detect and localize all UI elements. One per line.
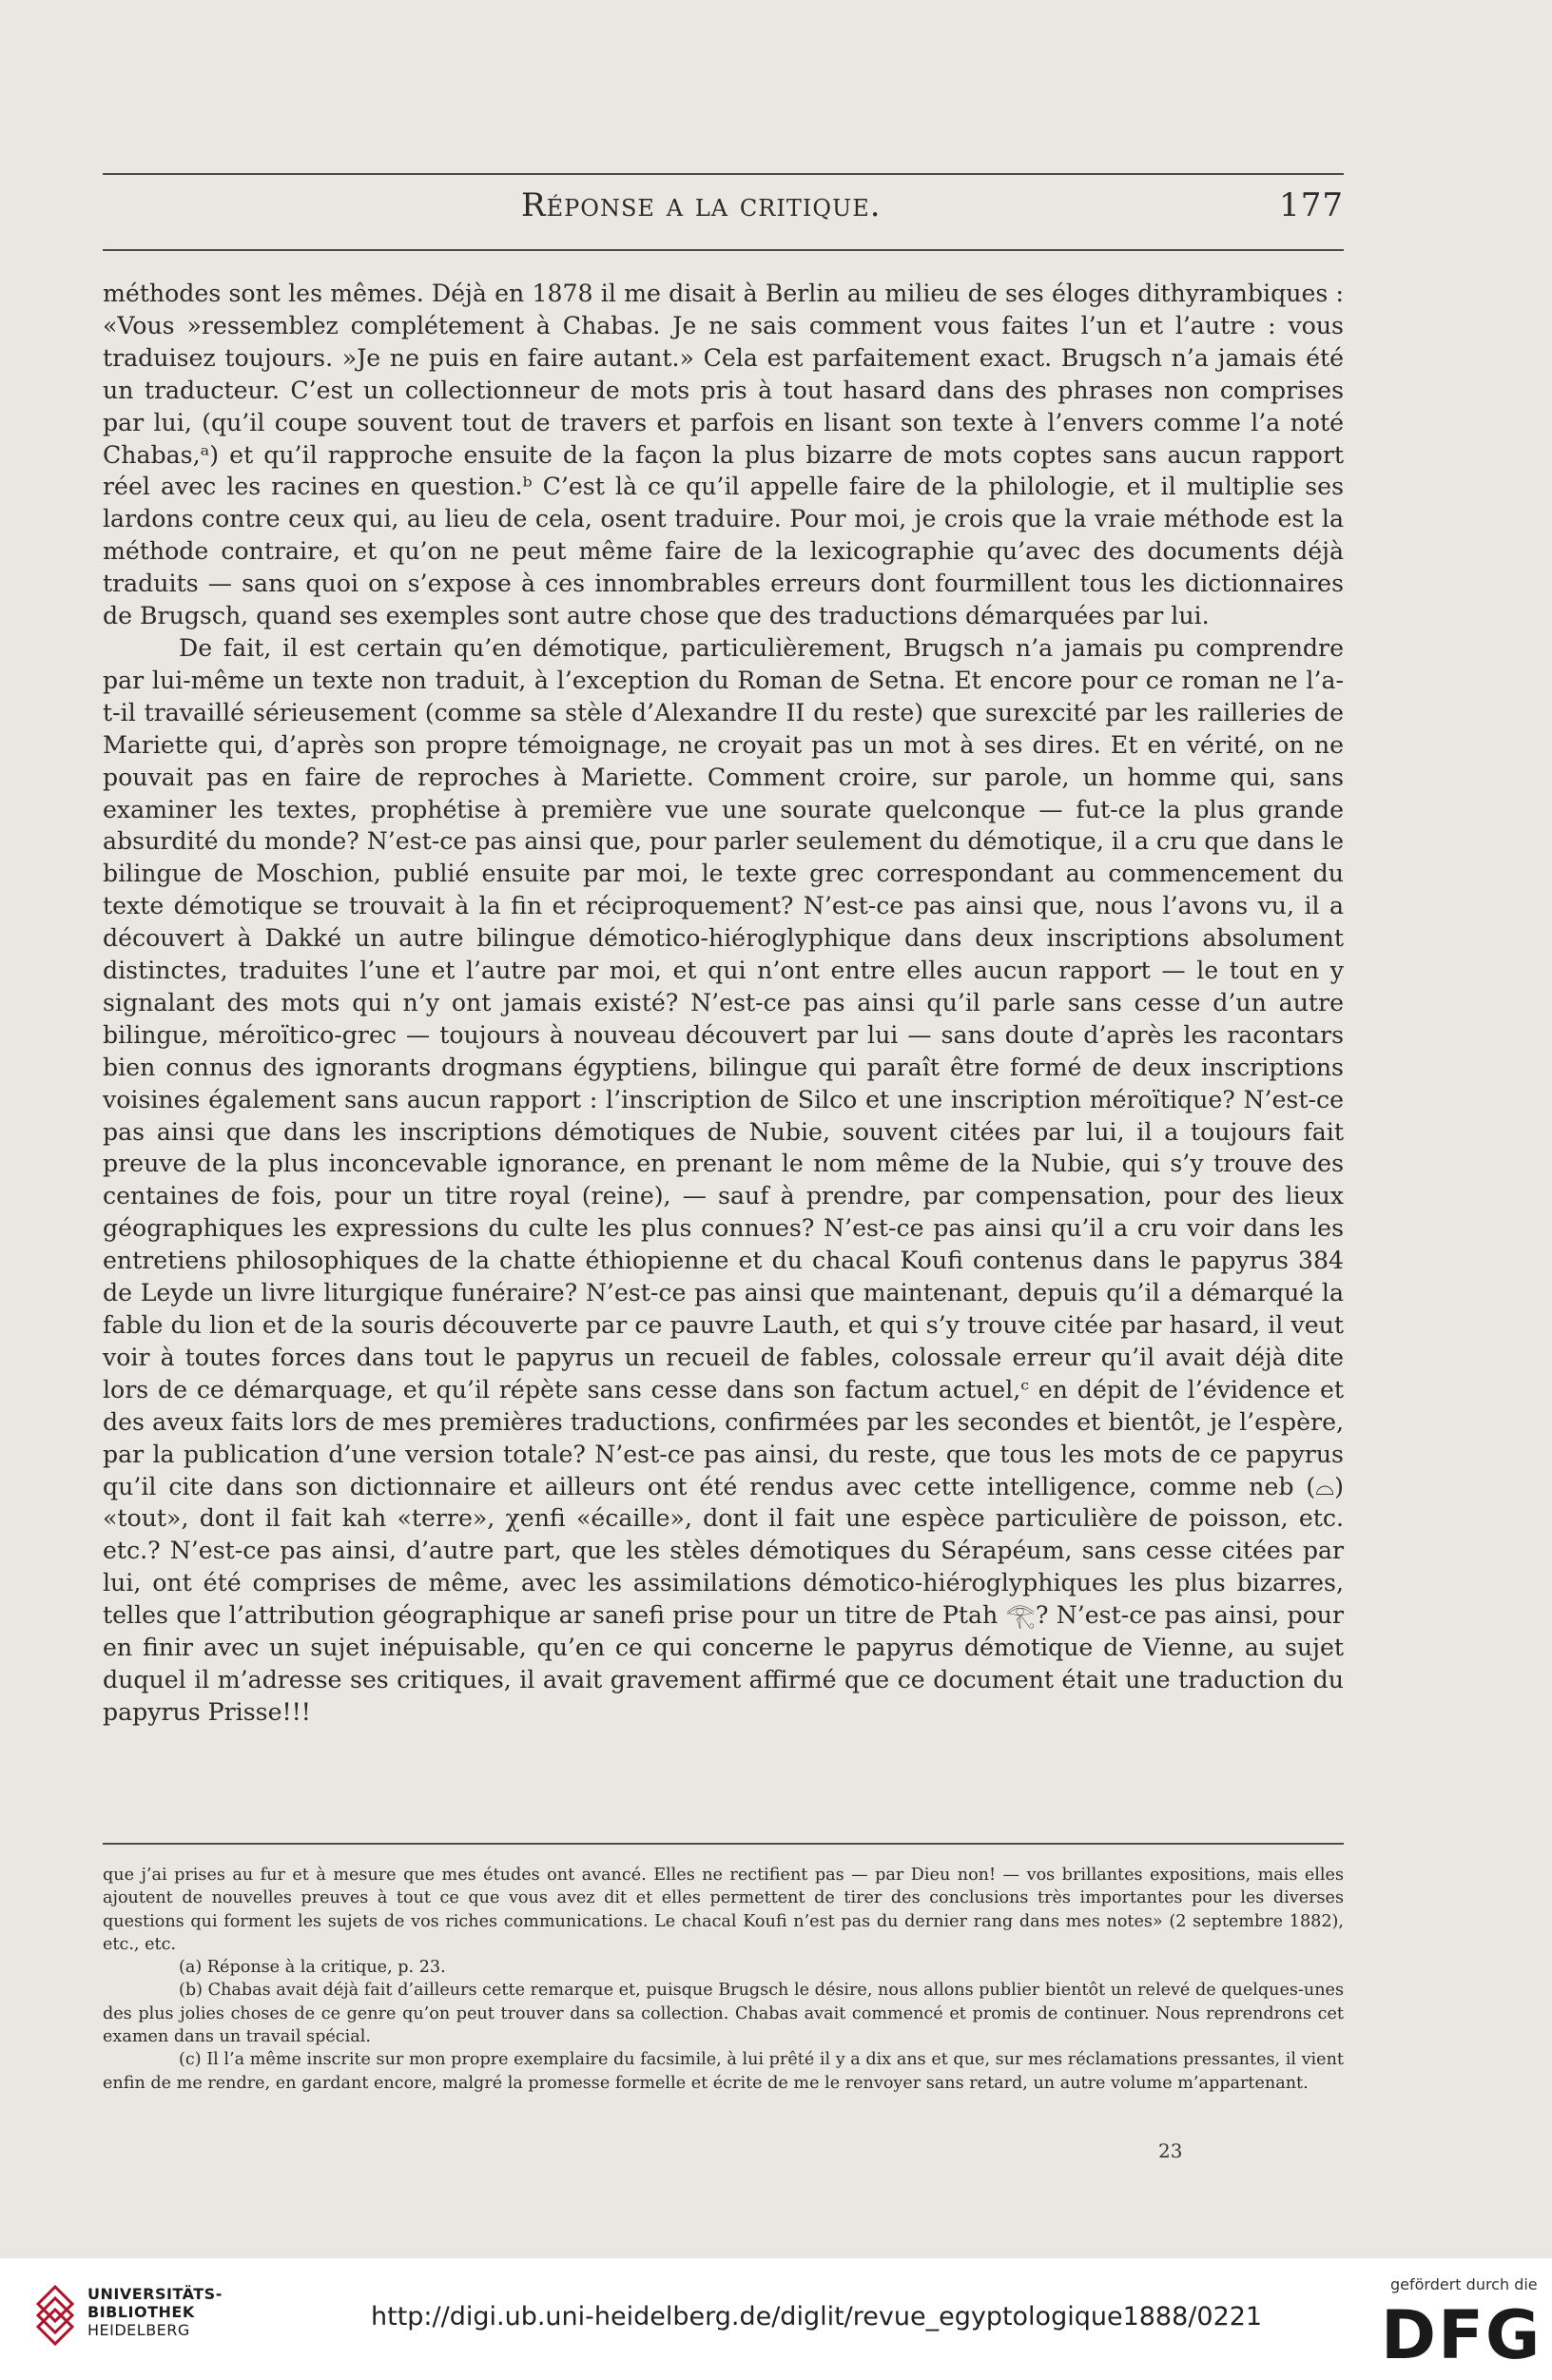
footnote-c: (c) Il l’a même inscrite sur mon propre exemplaire du facsimile, à lui prêté il y a dix ans et que, sur mes réclamations pressantes, il vient enfin de me rendre, en gardant encore, malgré la promesse formelle et écrite de me le renvoyer sans retard, un autre volume m’appartenant. xyxy=(103,2050,1344,2093)
footnote-continued: que j’ai prises au fur et à mesure que mes études ont avancé. Elles ne rectifient pas — par Dieu non! — vos brillantes expositions, mais elles ajoutent de nouvelles preuves à tout ce que vous avez dit et elles permettent de tirer des conclusions très importantes pour les diverses questions qui forment les sujets de vos riches communications. Le chacal Koufi n’est pas du dernier rang dans mes notes» (2 septembre 1882), etc., etc. xyxy=(103,1866,1344,1954)
running-title: Réponse a la critique. xyxy=(521,186,882,224)
paragraph-2: De fait, il est certain qu’en démotique, particulièrement, Brugsch n’a jamais pu comprendre par lui-même un texte non traduit, à l’exception du Roman de Setna. Et encore pour ce roman ne l’a-t-il travaillé sérieusement (comme sa stèle d’Alexandre II du reste) que surexcité par les railleries de Mariette qui, d’après son propre témoignage, ne croyait pas un mot à ses dires. Et en vérité, on ne pouvait pas en faire de reproches à Mariette. Comment croire, sur parole, un homme qui, sans examiner les textes, prophétise à première vue une sourate quelconque — fut-ce la plus grande absurdité du monde? N’est-ce pas ainsi que, pour parler seulement du démotique, il a cru que dans le bilingue de Moschion, publié ensuite par moi, le texte grec correspondant au commencement du texte démotique se trouvait à la fin et réciproquement? N’est-ce pas ainsi que, nous l’avons vu, il a découvert à Dakké un autre bilingue démotico-hiéroglyphique dans deux inscriptions absolument distinctes, traduites l’une et l’autre par moi, et qui n’ont entre elles aucun rapport — le tout en y signalant des mots qui n’y ont jamais existé? N’est-ce pas ainsi qu’il parle sans cesse d’un autre bilingue, méroïtico-grec — toujours à nouveau découvert par lui — sans doute d’après les racontars bien connus des ignorants drogmans égyptiens, bilingue qui paraît être formé de deux inscriptions voisines également sans aucun rapport : l’inscription de Silco et une inscription méroïtique? N’est-ce pas ainsi que dans les inscriptions démotiques de Nubie, souvent citées par lui, il a toujours fait preuve de la plus inconcevable ignorance, en prenant le nom même de la Nubie, qui s’y trouve des centaines de fois, pour un titre royal (reine), — sauf à prendre, par compensation, pour des lieux géographiques les expressions du culte les plus connues? N’est-ce pas ainsi qu’il a cru voir dans les entretiens philosophiques de la chatte éthiopienne et du chacal Koufi contenus dans le papyrus 384 de Leyde un livre liturgique funéraire? N’est-ce pas ainsi que maintenant, depuis qu’il a démarqué la fable du lion et de la souris découverte par ce pauvre Lauth, et qui s’y trouve citée par hasard, il veut voir à toutes forces dans tout le papyrus un recueil de fables, colossale erreur qu’il avait déjà dite lors de ce démarquage, et qu’il répète sans cesse dans son factum actuel,ᶜ en dépit de l’évidence et des aveux faits lors de mes premières traductions, confirmées par les secondes et bientôt, je l’espère, par la publication d’une version totale? N’est-ce pas ainsi, du reste, que tous les mots de ce papyrus qu’il cite dans son dictionnaire et ailleurs ont été rendus avec cette intelligence, comme neb (⌓) «tout», dont il fait kah «terre», χenfi «écaille», dont il fait une espèce particulière de poisson, etc. etc.? N’est-ce pas ainsi, d’autre part, que les stèles démotiques du Sérapéum, sans cesse citées par lui, ont été comprises de même, avec les assimilations démotico-hiéroglyphiques les plus bizarres, telles que l’attribution géographique ar sanefi prise pour un titre de Ptah 𓂀? N’est-ce pas ainsi, pour en finir avec un sujet inépuisable, qu’en ce qui concerne le papyrus démotique de Vienne, au sujet duquel il m’adresse ses critiques, il avait gravement affirmé que ce document était une traduction du papyrus Prisse!!! xyxy=(103,633,1344,1726)
header-top-rule xyxy=(103,173,1344,175)
footnotes xyxy=(103,1864,1344,2095)
permalink-url[interactable]: http://digi.ub.uni-heidelberg.de/diglit/revue_egyptologique1888/0221 xyxy=(371,2302,1263,2332)
dfg-logo: DFG xyxy=(1381,2296,1542,2374)
footnote-b: (b) Chabas avait déjà fait d’ailleurs cette remarque et, puisque Brugsch le désire, nous allons publier bientôt un relevé de quelques-unes des plus jolies choses de ce genre qu’on peut trouver dans sa collection. Chabas avait commencé et promis de continuer. Nous reprendrons cet examen dans un travail spécial. xyxy=(103,1981,1344,2047)
footnote-a: (a) Réponse à la critique, p. 23. xyxy=(179,1958,446,1978)
main-text xyxy=(103,278,1344,1729)
library-logo-icon xyxy=(34,2285,76,2346)
header-bottom-rule xyxy=(103,249,1344,251)
viewer-footer xyxy=(0,2258,1552,2380)
running-header xyxy=(103,181,1344,228)
paragraph-1: méthodes sont les mêmes. Déjà en 1878 il me disait à Berlin au milieu de ses éloges dithyrambiques : «Vous »ressemblez complétement à Chabas. Je ne sais comment vous faites l’un et l’autre : vous traduisez toujours. »Je ne puis en faire autant.» Cela est parfaitement exact. Brugsch n’a jamais été un traducteur. C’est un collectionneur de mots pris à tout hasard dans des phrases non comprises par lui, (qu’il coupe souvent tout de travers et parfois en lisant son texte à l’envers comme l’a noté Chabas,ᵃ) et qu’il rapproche ensuite de la façon la plus bizarre de mots coptes sans aucun rapport réel avec les racines en question.ᵇ C’est là ce qu’il appelle faire de la philologie, et il multiplie ses lardons contre ceux qui, au lieu de cela, osent traduire. Pour moi, je crois que la vraie méthode est la méthode contraire, et qu’on ne peut même faire de la lexicographie qu’avec des documents déjà traduits — sans quoi on s’expose à ces innombrables erreurs dont fourmillent tous les dictionnaires de Brugsch, quand ses exemples sont autre chose que des traductions démarquées par lui. xyxy=(103,280,1344,630)
library-name: UNIVERSITÄTS- BIBLIOTHEK HEIDELBERG xyxy=(87,2285,223,2339)
footnote-rule xyxy=(103,1843,1344,1845)
page-number: 177 xyxy=(1279,186,1344,224)
signature-mark: 23 xyxy=(1158,2139,1183,2162)
funded-by-label: gefördert durch die xyxy=(1390,2275,1538,2293)
